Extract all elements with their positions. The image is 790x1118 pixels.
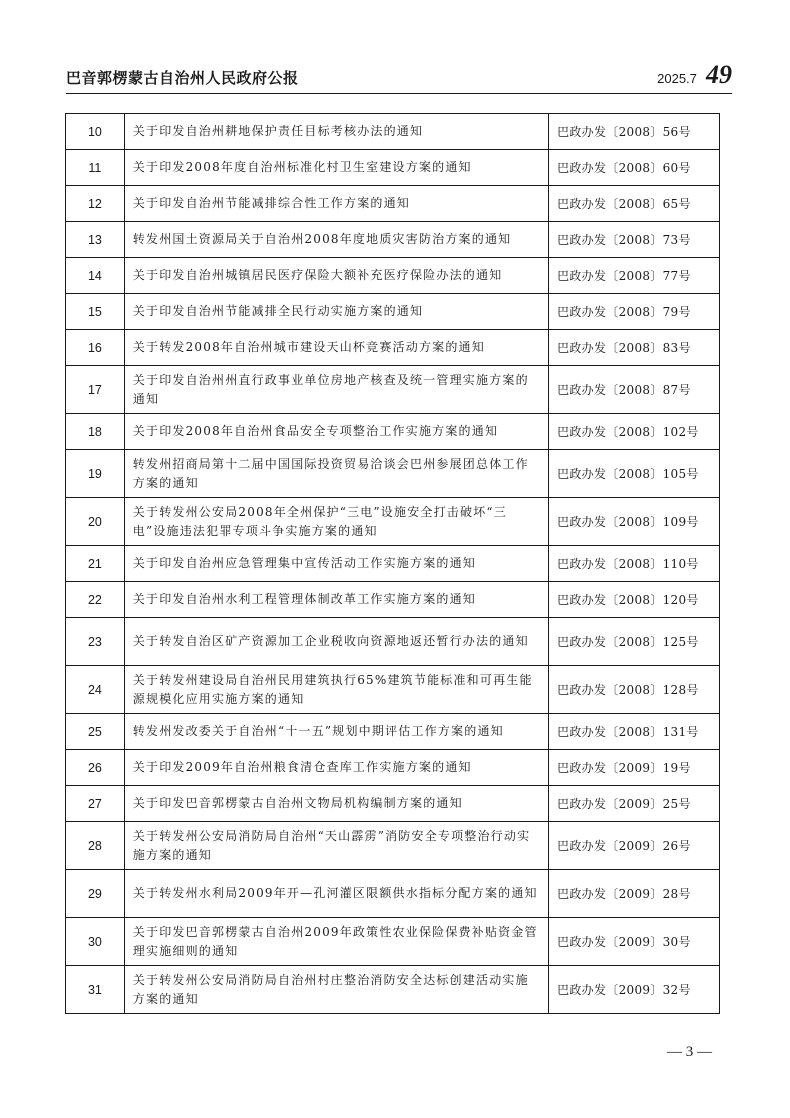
document-title: 关于印发自治州州直行政事业单位房地产核查及统一管理实施方案的通知 (124, 366, 548, 414)
document-title: 关于印发巴音郭楞蒙古自治州2009年政策性农业保险保费补贴资金管理实施细则的通知 (124, 918, 548, 966)
table-row (66, 186, 720, 222)
document-number: 巴政办发〔2009〕28号 (549, 870, 720, 918)
document-title: 关于转发州公安局消防局自治州“天山霹雳”消防安全专项整治行动实施方案的通知 (124, 822, 548, 870)
row-number: 10 (66, 114, 125, 150)
row-number: 31 (66, 966, 125, 1014)
row-number: 13 (66, 222, 125, 258)
table-row (66, 918, 720, 966)
table-row (66, 870, 720, 918)
table-row (66, 966, 720, 1014)
document-title: 转发州发改委关于自治州“十一五”规划中期评估工作方案的通知 (124, 714, 548, 750)
issue-date: 2025.7 (657, 71, 697, 86)
table-row (66, 450, 720, 498)
row-number: 18 (66, 414, 125, 450)
document-number: 巴政办发〔2008〕79号 (549, 294, 720, 330)
document-number: 巴政办发〔2008〕102号 (549, 414, 720, 450)
publication-title: 巴音郭楞蒙古自治州人民政府公报 (66, 69, 299, 87)
document-title: 关于印发2009年自治州粮食清仓查库工作实施方案的通知 (124, 750, 548, 786)
document-title: 关于转发州公安局消防局自治州村庄整治消防安全达标创建活动实施方案的通知 (124, 966, 548, 1014)
document-number: 巴政办发〔2009〕30号 (549, 918, 720, 966)
document-title: 关于印发自治州节能减排综合性工作方案的通知 (124, 186, 548, 222)
row-number: 26 (66, 750, 125, 786)
table-row (66, 258, 720, 294)
document-title: 关于印发自治州水利工程管理体制改革工作实施方案的通知 (124, 582, 548, 618)
document-number: 巴政办发〔2008〕109号 (549, 498, 720, 546)
document-title: 关于转发自治区矿产资源加工企业税收向资源地返还暂行办法的通知 (124, 618, 548, 666)
document-number: 巴政办发〔2008〕131号 (549, 714, 720, 750)
row-number: 14 (66, 258, 125, 294)
document-title: 转发州招商局第十二届中国国际投资贸易洽谈会巴州参展团总体工作方案的通知 (124, 450, 548, 498)
row-number: 15 (66, 294, 125, 330)
row-number: 25 (66, 714, 125, 750)
issue-page-badge: 49 (706, 60, 732, 89)
table-row (66, 666, 720, 714)
document-number: 巴政办发〔2008〕83号 (549, 330, 720, 366)
document-number: 巴政办发〔2008〕110号 (549, 546, 720, 582)
document-number: 巴政办发〔2008〕60号 (549, 150, 720, 186)
header-rule (66, 93, 732, 94)
document-number: 巴政办发〔2008〕128号 (549, 666, 720, 714)
row-number: 11 (66, 150, 125, 186)
row-number: 20 (66, 498, 125, 546)
row-number: 19 (66, 450, 125, 498)
document-number: 巴政办发〔2009〕32号 (549, 966, 720, 1014)
row-number: 16 (66, 330, 125, 366)
document-title: 关于印发2008年自治州食品安全专项整治工作实施方案的通知 (124, 414, 548, 450)
document-number: 巴政办发〔2008〕77号 (549, 258, 720, 294)
row-number: 30 (66, 918, 125, 966)
document-number: 巴政办发〔2009〕19号 (549, 750, 720, 786)
row-number: 12 (66, 186, 125, 222)
document-title: 转发州国土资源局关于自治州2008年度地质灾害防治方案的通知 (124, 222, 548, 258)
table-row (66, 330, 720, 366)
document-number: 巴政办发〔2009〕25号 (549, 786, 720, 822)
row-number: 24 (66, 666, 125, 714)
document-number: 巴政办发〔2008〕120号 (549, 582, 720, 618)
table-row (66, 222, 720, 258)
issue-info (657, 60, 732, 90)
document-title: 关于转发州公安局2008年全州保护“三电”设施安全打击破坏“三电”设施违法犯罪专项斗争实施方案的通知 (124, 498, 548, 546)
document-title: 关于转发2008年自治州城市建设天山杯竞赛活动方案的通知 (124, 330, 548, 366)
document-title: 关于印发自治州耕地保护责任目标考核办法的通知 (124, 114, 548, 150)
table-row (66, 750, 720, 786)
table-row (66, 414, 720, 450)
row-number: 27 (66, 786, 125, 822)
document-number: 巴政办发〔2008〕125号 (549, 618, 720, 666)
table-row (66, 546, 720, 582)
document-number: 巴政办发〔2009〕26号 (549, 822, 720, 870)
table-row (66, 786, 720, 822)
table-row (66, 618, 720, 666)
table-row (66, 366, 720, 414)
document-title: 关于印发自治州应急管理集中宣传活动工作实施方案的通知 (124, 546, 548, 582)
row-number: 28 (66, 822, 125, 870)
table-row (66, 822, 720, 870)
document-list-table (65, 113, 720, 1014)
document-title: 关于转发州建设局自治州民用建筑执行65%建筑节能标准和可再生能源规模化应用实施方案的通知 (124, 666, 548, 714)
table-row (66, 150, 720, 186)
document-list-body (66, 114, 720, 1014)
page-header (66, 58, 732, 92)
row-number: 23 (66, 618, 125, 666)
document-number: 巴政办发〔2008〕73号 (549, 222, 720, 258)
table-row (66, 294, 720, 330)
document-number: 巴政办发〔2008〕56号 (549, 114, 720, 150)
row-number: 17 (66, 366, 125, 414)
table-row (66, 582, 720, 618)
document-title: 关于印发自治州节能减排全民行动实施方案的通知 (124, 294, 548, 330)
document-number: 巴政办发〔2008〕87号 (549, 366, 720, 414)
table-row (66, 114, 720, 150)
document-number: 巴政办发〔2008〕105号 (549, 450, 720, 498)
document-title: 关于印发自治州城镇居民医疗保险大额补充医疗保险办法的通知 (124, 258, 548, 294)
page-number: — 3 — (667, 1044, 712, 1060)
document-title: 关于印发巴音郭楞蒙古自治州文物局机构编制方案的通知 (124, 786, 548, 822)
document-title: 关于印发2008年度自治州标准化村卫生室建设方案的通知 (124, 150, 548, 186)
document-number: 巴政办发〔2008〕65号 (549, 186, 720, 222)
row-number: 29 (66, 870, 125, 918)
table-row (66, 714, 720, 750)
table-row (66, 498, 720, 546)
row-number: 22 (66, 582, 125, 618)
row-number: 21 (66, 546, 125, 582)
document-title: 关于转发州水利局2009年开—孔河灌区限额供水指标分配方案的通知 (124, 870, 548, 918)
